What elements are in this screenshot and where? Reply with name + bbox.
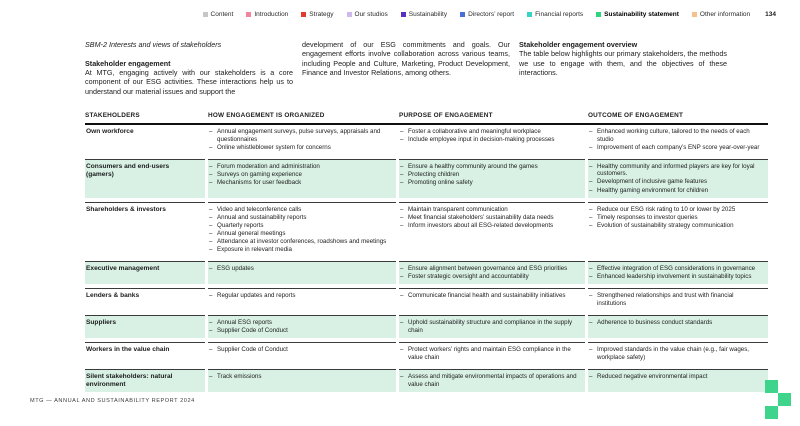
outcome-cell [588, 202, 768, 258]
bullet-item: – Enhanced leadership involvement in sustainability topics [588, 273, 760, 281]
nav-item-label: Sustainability [408, 11, 448, 18]
nav-item-other-information[interactable] [692, 11, 750, 18]
nav-color-square [246, 12, 251, 17]
nav-item-directors-report[interactable] [460, 11, 514, 18]
table-row-suppliers [85, 315, 768, 342]
bullet-item: – Include employee input in decision-making processes [399, 136, 577, 144]
table-body [85, 125, 768, 396]
intro-heading-3: Stakeholder engagement overview [519, 40, 638, 49]
how-cell [208, 125, 396, 155]
bullet-item: – Healthy community and informed players are key for loyal customers. [588, 163, 760, 178]
page-number: 134 [765, 11, 776, 18]
purpose-cell [399, 315, 585, 338]
logo-pixel [765, 406, 778, 419]
intro-section [85, 40, 727, 112]
purpose-cell [399, 125, 585, 155]
table-row-executive-management [85, 261, 768, 288]
bullet-item: – Annual general meetings [208, 230, 388, 238]
nav-item-label: Content [210, 11, 234, 18]
nav-item-our-studios[interactable] [347, 11, 388, 18]
bullet-item: – Improved standards in the value chain (e.g., fair wages, workplace safety) [588, 346, 760, 361]
stakeholder-name: Shareholders & investors [85, 202, 205, 258]
bullet-item: – Reduced negative environmental impact [588, 373, 760, 381]
how-cell [208, 315, 396, 338]
bullet-item: – Exposure in relevant media [208, 246, 388, 254]
nav-item-label: Introduction [254, 11, 289, 18]
stakeholder-name: Workers in the value chain [85, 342, 205, 365]
nav-item-strategy[interactable] [301, 11, 333, 18]
bullet-item: – Uphold sustainability structure and compliance in the supply chain [399, 319, 577, 334]
outcome-cell [588, 315, 768, 338]
intro-column-2 [302, 40, 510, 112]
purpose-cell [399, 159, 585, 198]
outcome-cell [588, 125, 768, 155]
bullet-item: – Supplier Code of Conduct [208, 327, 388, 335]
bullet-item: – Timely responses to investor queries [588, 214, 760, 222]
mtg-logo [765, 380, 791, 419]
stakeholder-name: Executive management [85, 261, 205, 284]
purpose-cell [399, 342, 585, 365]
nav-item-sustainability[interactable] [401, 11, 447, 18]
purpose-cell [399, 369, 585, 392]
col-header-how-engagement: HOW ENGAGEMENT IS ORGANIZED [208, 112, 325, 119]
bullet-item: – Regular updates and reports [208, 292, 388, 300]
logo-pixel-empty [778, 380, 791, 393]
nav-color-square [347, 12, 352, 17]
how-cell [208, 288, 396, 311]
how-cell [208, 159, 396, 198]
bullet-item: – Meet financial stakeholders’ sustainability data needs [399, 214, 577, 222]
nav-color-square [203, 12, 208, 17]
table-row-consumers-and-end-users-gamers [85, 159, 768, 202]
bullet-item: – Promoting online safety [399, 179, 577, 187]
bullet-item: – Improvement of each company’s ENP score year-over-year [588, 144, 760, 152]
outcome-cell [588, 369, 768, 392]
outcome-cell [588, 342, 768, 365]
col-header-outcome: OUTCOME OF ENGAGEMENT [588, 112, 684, 119]
bullet-item: – Communicate financial health and sustainability initiatives [399, 292, 577, 300]
how-cell [208, 342, 396, 365]
table-row-own-workforce [85, 125, 768, 159]
stakeholder-name: Consumers and end-users (gamers) [85, 159, 205, 198]
stakeholder-name: Silent stakeholders: natural environment [85, 369, 205, 392]
bullet-item: – Strengthened relationships and trust with financial institutions [588, 292, 760, 307]
bullet-item: – Ensure alignment between governance and ESG priorities [399, 265, 577, 273]
purpose-cell [399, 261, 585, 284]
nav-legend [203, 11, 751, 18]
nav-item-label: Directors’ report [468, 11, 515, 18]
how-cell [208, 202, 396, 258]
logo-pixel-empty [778, 406, 791, 419]
bullet-item: – Mechanisms for user feedback [208, 179, 388, 187]
table-row-workers-in-the-value-chain [85, 342, 768, 369]
nav-color-square [596, 12, 601, 17]
bullet-item: – ESG updates [208, 265, 388, 273]
logo-pixel [765, 380, 778, 393]
intro-paragraph-2: development of our ESG commitments and goals. Our engagement efforts involve collaboration across various teams, including People and Culture, Marketing, Product Development, Finance and Investor Relations, among others. [302, 40, 510, 77]
bullet-item: – Maintain transparent communication [399, 206, 577, 214]
page-content [85, 40, 768, 396]
logo-pixel-empty [765, 393, 778, 406]
intro-column-1 [85, 40, 293, 112]
col-header-purpose: PURPOSE OF ENGAGEMENT [399, 112, 493, 119]
bullet-item: – Video and teleconference calls [208, 206, 388, 214]
logo-pixel [778, 393, 791, 406]
nav-item-introduction[interactable] [246, 11, 288, 18]
how-cell [208, 369, 396, 392]
bullet-item: – Ensure a healthy community around the games [399, 163, 577, 171]
stakeholder-table [85, 112, 768, 396]
bullet-item: – Annual ESG reports [208, 319, 388, 327]
bullet-item: – Healthy gaming environment for children [588, 187, 760, 195]
bullet-item: – Assess and mitigate environmental impacts of operations and value chain [399, 373, 577, 388]
nav-color-square [460, 12, 465, 17]
nav-item-label: Other information [699, 11, 751, 18]
bullet-item: – Protect workers’ rights and maintain ESG compliance in the value chain [399, 346, 577, 361]
bullet-item: – Adherence to business conduct standards [588, 319, 760, 327]
intro-paragraph-1: At MTG, engaging actively with our stakeholders is a core component of our ESG activities. These interactions help us to understand our material issues and support the [85, 68, 293, 96]
bullet-item: – Online whistleblower system for concerns [208, 144, 388, 152]
nav-color-square [401, 12, 406, 17]
intro-column-3 [519, 40, 727, 112]
table-row-shareholders-investors [85, 202, 768, 262]
bullet-item: – Evolution of sustainability strategy communication [588, 222, 760, 230]
stakeholder-name: Own workforce [86, 128, 134, 135]
footer-text: MTG — ANNUAL AND SUSTAINABILITY REPORT 2024 [30, 398, 195, 404]
nav-item-content[interactable] [203, 11, 234, 18]
purpose-cell [399, 288, 585, 311]
bullet-item: – Attendance at investor conferences, roadshows and meetings [208, 238, 388, 246]
outcome-cell [588, 288, 768, 311]
bullet-item: – Quarterly reports [208, 222, 388, 230]
nav-item-label: Sustainability statement [604, 11, 679, 18]
bullet-item: – Forum moderation and administration [208, 163, 388, 171]
nav-item-financial-reports[interactable] [527, 11, 583, 18]
intro-paragraph-3: The table below highlights our primary stakeholders, the methods we use to engage with them, and the objectives of these interactions. [519, 49, 727, 77]
table-row-silent-stakeholders-natural-environment [85, 369, 768, 396]
bullet-item: – Enhanced working culture, tailored to the needs of each studio [588, 128, 760, 143]
bullet-item: – Effective integration of ESG considerations in governance [588, 265, 760, 273]
nav-color-square [527, 12, 532, 17]
nav-color-square [301, 12, 306, 17]
bullet-item: – Annual and sustainability reports [208, 214, 388, 222]
bullet-item: – Surveys on gaming experience [208, 171, 388, 179]
report-footer [30, 398, 195, 404]
bullet-item: – Inform investors about all ESG-related developments [399, 222, 577, 230]
bullet-item: – Supplier Code of Conduct [208, 346, 388, 354]
intro-heading-1: Stakeholder engagement [85, 58, 171, 68]
bullet-item: – Development of inclusive game features [588, 178, 760, 186]
stakeholder-name: Lenders & banks [85, 288, 205, 311]
outcome-cell [588, 159, 768, 198]
col-header-stakeholders: STAKEHOLDERS [85, 112, 140, 119]
table-header-row [85, 112, 768, 125]
top-nav [203, 11, 776, 18]
bullet-item: – Track emissions [208, 373, 388, 381]
bullet-item: – Reduce our ESG risk rating to 10 or lower by 2025 [588, 206, 760, 214]
nav-item-sustainability-statement[interactable] [596, 11, 679, 18]
outcome-cell [588, 261, 768, 284]
section-kicker: SBM-2 Interests and views of stakeholders [85, 40, 222, 49]
stakeholder-name: Suppliers [85, 315, 205, 338]
bullet-item: – Foster a collaborative and meaningful workplace [399, 128, 577, 136]
nav-item-label: Financial reports [535, 11, 584, 18]
bullet-item: – Foster strategic oversight and accountability [399, 273, 577, 281]
bullet-item: – Protecting children [399, 171, 577, 179]
nav-item-label: Strategy [309, 11, 334, 18]
how-cell [208, 261, 396, 284]
nav-color-square [692, 12, 697, 17]
table-row-lenders-banks [85, 288, 768, 315]
purpose-cell [399, 202, 585, 258]
nav-item-label: Our studios [354, 11, 388, 18]
bullet-item: – Annual engagement surveys, pulse surveys, appraisals and questionnaires [208, 128, 388, 143]
